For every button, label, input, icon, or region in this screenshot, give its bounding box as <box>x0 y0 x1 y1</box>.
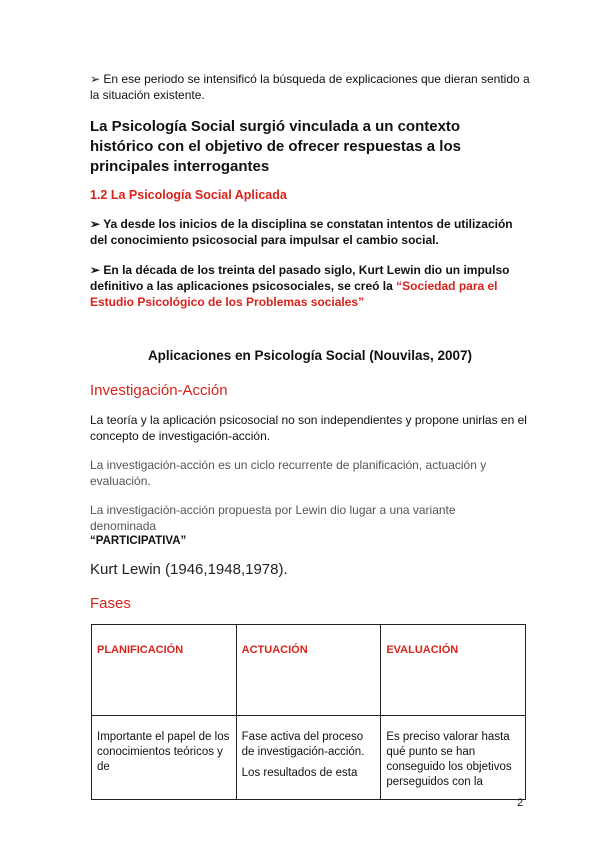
bullet-paragraph-2 <box>90 262 530 310</box>
header-evaluacion: EVALUACIÓN <box>381 625 526 716</box>
page-number: 2 <box>517 797 524 809</box>
table-header-row <box>92 625 526 716</box>
fases-table <box>91 624 526 800</box>
arrow-bullet-icon: ➢ <box>90 72 101 86</box>
arrow-bullet-icon: ➢ <box>90 263 101 277</box>
bullet-paragraph-1 <box>90 216 530 248</box>
fases-title: Fases <box>90 595 131 612</box>
cell-planificacion: Importante el papel de los conocimientos teóricos y de <box>92 716 237 800</box>
header-actuacion: ACTUACIÓN <box>236 625 381 716</box>
section-title-1-2: 1.2 La Psicología Social Aplicada <box>90 188 287 202</box>
investigacion-p2: La investigación-acción es un ciclo recurrente de planificación, actuación y evaluación. <box>90 458 487 488</box>
lewin-citation: Kurt Lewin (1946,1948,1978). <box>90 561 288 578</box>
table-row <box>92 716 526 800</box>
context-heading: La Psicología Social surgió vinculada a un contexto histórico con el objetivo de ofrecer respuestas a los principales interrogantes <box>90 118 461 175</box>
intro-text: En ese periodo se intensificó la búsqueda de explicaciones que dieran sentido a la situación existente. <box>90 72 530 102</box>
intro-paragraph <box>90 71 530 103</box>
investigacion-p1: La teoría y la aplicación psicosocial no son independientes y propone unirlas en el concepto de investigación-acción. <box>90 413 527 443</box>
investigacion-p3: La investigación-acción propuesta por Lewin dio lugar a una variante denominada <box>90 503 456 533</box>
header-planificacion: PLANIFICACIÓN <box>92 625 237 716</box>
society-name: “Sociedad para el Estudio Psicológico de los Problemas sociales” <box>90 279 498 309</box>
cell-evaluacion: Es preciso valorar hasta qué punto se han conseguido los objetivos perseguidos con la <box>381 716 526 800</box>
investigacion-title: Investigación-Acción <box>90 382 228 399</box>
arrow-bullet-icon: ➢ <box>90 217 101 231</box>
cell-actuacion: Fase activa del proceso de investigación-acción. Los resultados de esta <box>236 716 381 800</box>
aplicaciones-title: Aplicaciones en Psicología Social (Nouvilas, 2007) <box>147 348 473 363</box>
bullet-2-text: En la década de los treinta del pasado siglo, Kurt Lewin dio un impulso definitivo a las aplicaciones psicosociales, se creó la <box>90 263 510 293</box>
participativa-label: “PARTICIPATIVA” <box>90 535 187 547</box>
bullet-1-text: Ya desde los inicios de la disciplina se constatan intentos de utilización del conocimiento psicosocial para impulsar el cambio social. <box>90 217 513 247</box>
